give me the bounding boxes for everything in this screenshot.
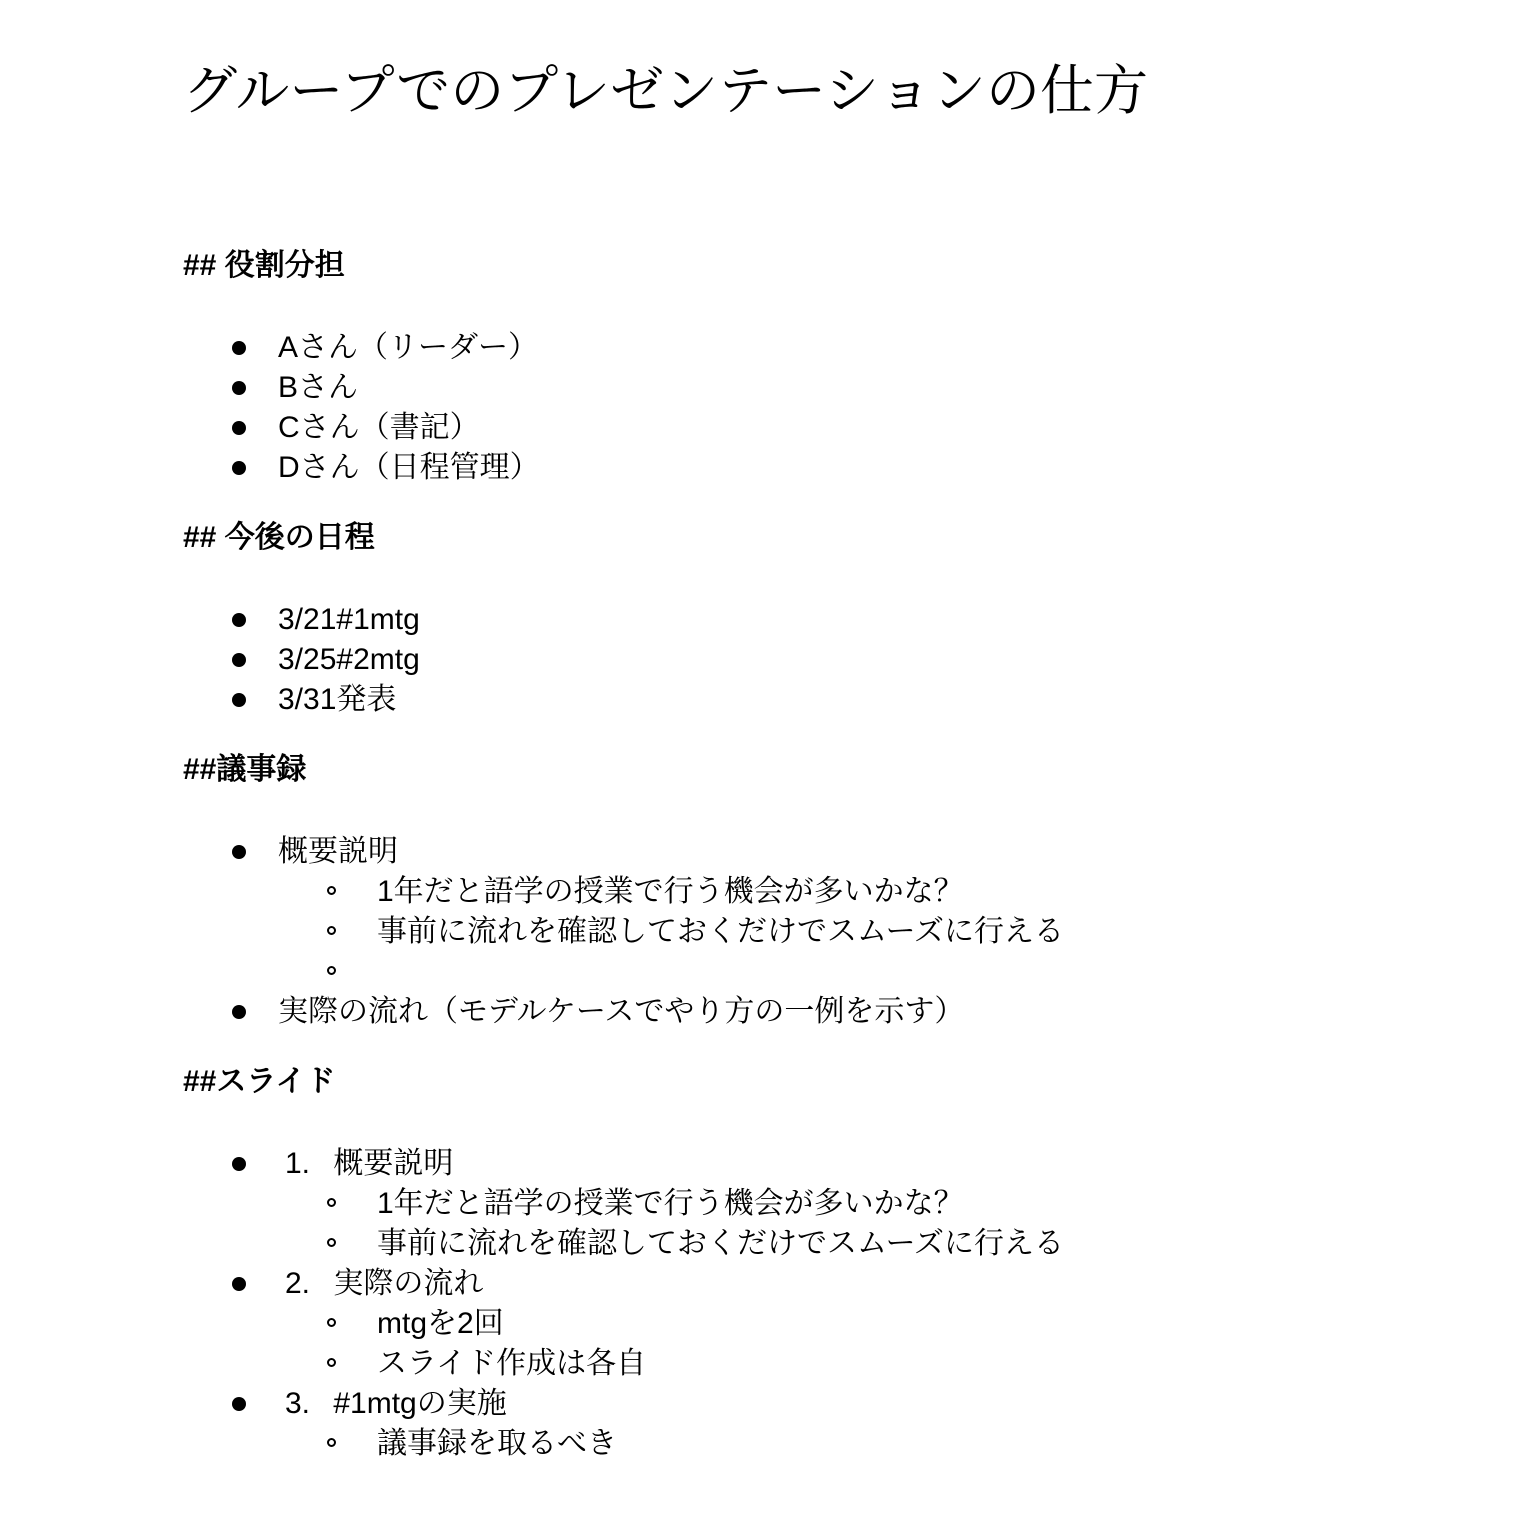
bullet-circle-icon [327, 1438, 336, 1447]
bullet-circle-icon [327, 1238, 336, 1247]
bullet-disc-icon [232, 1005, 246, 1019]
bullet-disc-icon [232, 381, 246, 395]
list-item [183, 600, 1488, 640]
list-subitem [183, 912, 1488, 952]
bullet-disc-icon [232, 693, 246, 707]
list-item-text: 3/31発表 [278, 683, 397, 716]
bullet-circle-icon [327, 966, 336, 975]
list-item-text: 議事録を取るべき [377, 1427, 617, 1460]
list-item-text: 実際の流れ [333, 1267, 484, 1300]
list-item-number: 2. [285, 1267, 311, 1300]
list-item-text: スライド作成は各自 [377, 1347, 647, 1380]
list-item-text: 事前に流れを確認しておくだけでスムーズに行える [377, 1227, 1064, 1260]
section-heading: ## 役割分担 [183, 249, 345, 282]
list-item-number: 3. [285, 1387, 311, 1420]
list-subitem-empty [183, 952, 1488, 992]
bullet-circle-icon [327, 926, 336, 935]
list-item-text: 実際の流れ（モデルケースでやり方の一例を示す） [278, 995, 965, 1028]
bullet-circle-icon [327, 1198, 336, 1207]
list-item [183, 328, 1488, 368]
bullet-disc-icon [232, 613, 246, 627]
list-item [183, 640, 1488, 680]
bullet-disc-icon [232, 341, 246, 355]
bullet-disc-icon [232, 1277, 246, 1291]
document-title: グループでのプレゼンテーションの仕方 [183, 61, 1148, 121]
bullet-disc-icon [232, 845, 246, 859]
section-minutes [183, 750, 1488, 1032]
list-item-text: #1mtgの実施 [333, 1387, 507, 1420]
section-heading: ## 今後の日程 [183, 521, 375, 554]
list-item-text: Dさん（日程管理） [278, 451, 540, 484]
bullet-circle-icon [327, 1318, 336, 1327]
bullet-list [183, 328, 1488, 488]
list-item-text: 1年だと語学の授業で行う機会が多いかな？ [377, 1187, 964, 1220]
list-item-text: mtgを2回 [377, 1307, 504, 1340]
list-subitem [183, 1424, 1488, 1464]
list-item-text: 1年だと語学の授業で行う機会が多いかな？ [377, 875, 964, 908]
list-item [183, 832, 1488, 872]
list-item [183, 408, 1488, 448]
bullet-disc-icon [232, 1397, 246, 1411]
bullet-disc-icon [232, 653, 246, 667]
section-heading: ##議事録 [183, 753, 307, 786]
list-item-number: 1. [285, 1147, 311, 1180]
list-item-text: 3/25#2mtg [278, 643, 420, 676]
section-roles [183, 246, 1488, 488]
bullet-disc-icon [232, 421, 246, 435]
list-subitem [183, 1344, 1488, 1384]
list-item [183, 448, 1488, 488]
list-subitem [183, 872, 1488, 912]
bullet-list [183, 1144, 1488, 1464]
list-item [183, 680, 1488, 720]
list-item-text: Bさん [278, 371, 359, 404]
list-item [183, 1264, 1488, 1304]
section-slides [183, 1062, 1488, 1464]
bullet-circle-icon [327, 1358, 336, 1367]
list-item-text: 概要説明 [278, 835, 398, 868]
bullet-list [183, 832, 1488, 1032]
list-subitem [183, 1184, 1488, 1224]
list-item-text: Cさん（書記） [278, 411, 480, 444]
list-item-text: 概要説明 [333, 1147, 454, 1180]
list-item [183, 1384, 1488, 1424]
list-item [183, 368, 1488, 408]
list-subitem [183, 1224, 1488, 1264]
bullet-list [183, 600, 1488, 720]
list-item-text: Aさん（リーダー） [278, 331, 539, 364]
list-item-text: 3/21#1mtg [278, 603, 420, 636]
bullet-circle-icon [327, 886, 336, 895]
bullet-disc-icon [232, 461, 246, 475]
list-item-text: 事前に流れを確認しておくだけでスムーズに行える [377, 915, 1064, 948]
section-schedule [183, 518, 1488, 720]
bullet-disc-icon [232, 1157, 246, 1171]
section-heading: ##スライド [183, 1065, 336, 1098]
list-item [183, 1144, 1488, 1184]
list-item [183, 992, 1488, 1032]
list-subitem [183, 1304, 1488, 1344]
